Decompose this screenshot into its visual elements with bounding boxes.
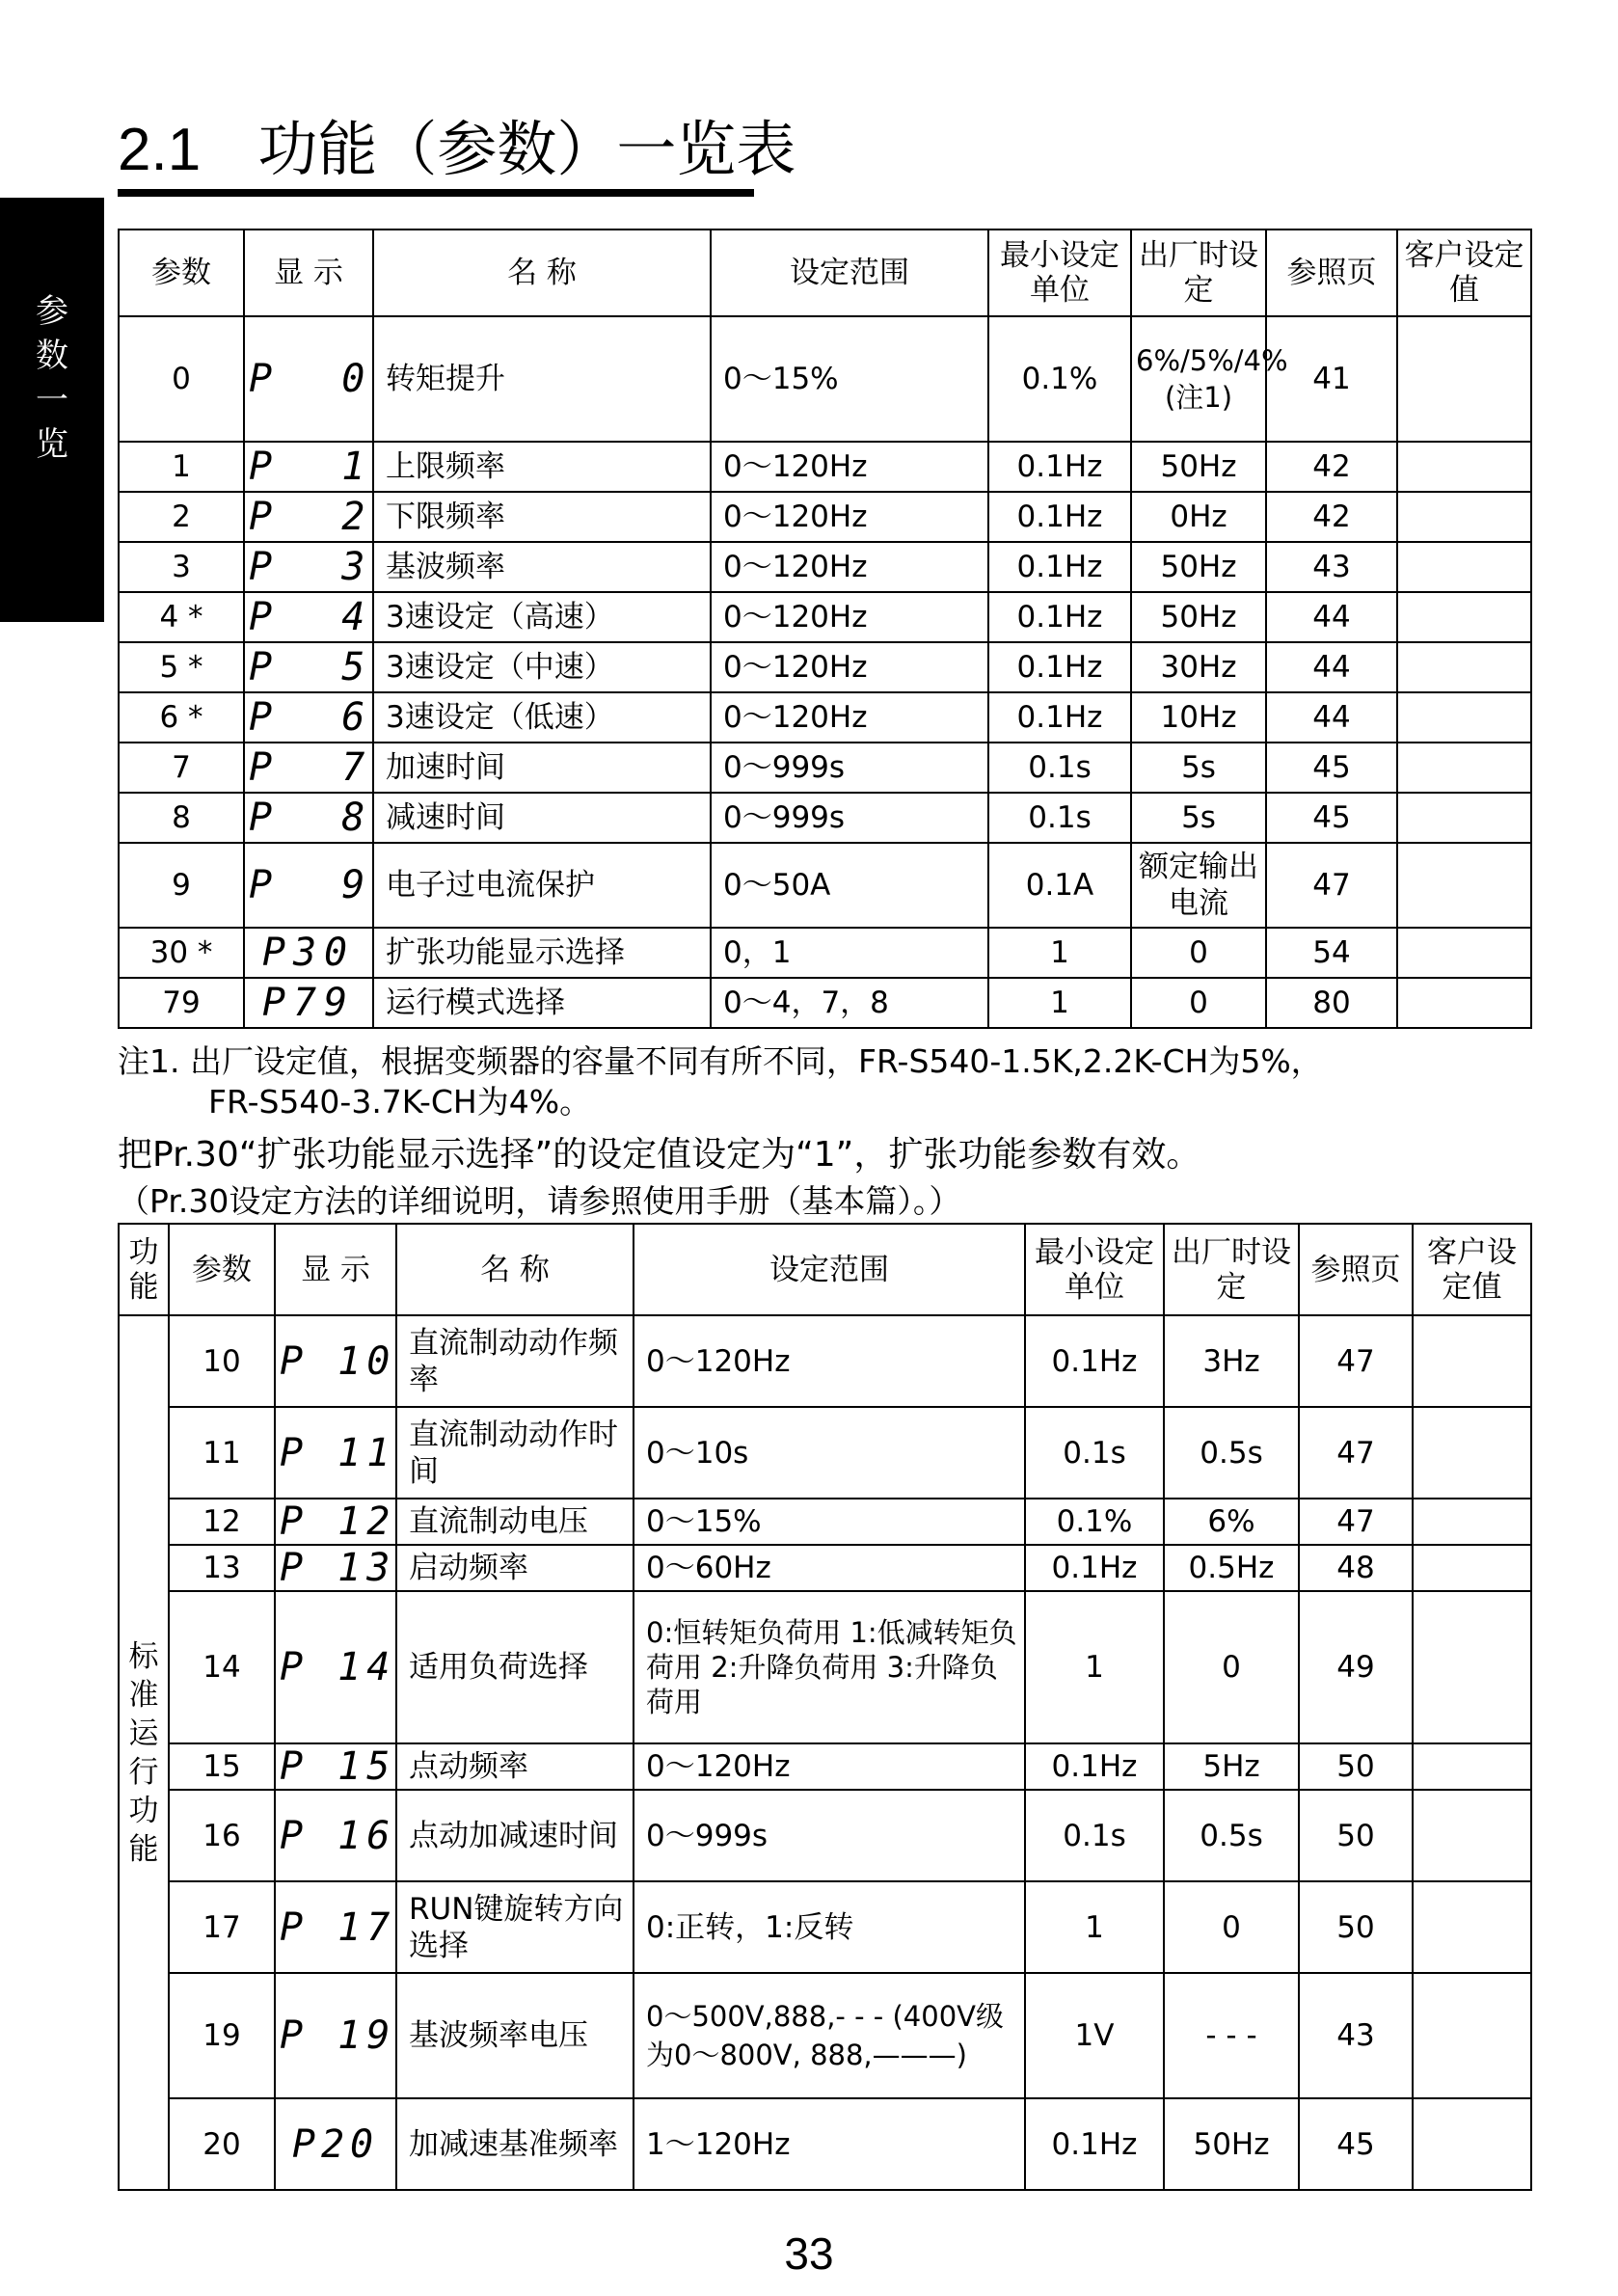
cell-display: P 16 bbox=[275, 1790, 396, 1881]
cell-customer bbox=[1413, 1790, 1531, 1881]
cell-name: 直流制动电压 bbox=[396, 1499, 634, 1545]
cell-display: P 3 bbox=[244, 542, 373, 592]
side-tab bbox=[0, 198, 104, 622]
cell-param: 6 * bbox=[119, 692, 244, 743]
cell-customer bbox=[1397, 492, 1531, 542]
cell-ref-page: 45 bbox=[1299, 2098, 1413, 2190]
cell-range: 0:正转，1:反转 bbox=[634, 1881, 1025, 1973]
cell-min-unit: 0.1Hz bbox=[1025, 1545, 1164, 1591]
cell-range: 0～15% bbox=[711, 316, 988, 442]
cell-range: 0～999s bbox=[634, 1790, 1025, 1881]
cell-min-unit: 0.1s bbox=[988, 793, 1131, 843]
col-header-param: 参数 bbox=[119, 230, 244, 316]
section-number: 2.1 bbox=[118, 117, 202, 183]
cell-name: 上限频率 bbox=[373, 442, 711, 492]
cell-min-unit: 1 bbox=[1025, 1591, 1164, 1743]
table-row bbox=[119, 1499, 1531, 1545]
cell-factory: 6%/5%/4%(注1) bbox=[1131, 316, 1266, 442]
col-header-name: 名 称 bbox=[373, 230, 711, 316]
cell-factory: 50Hz bbox=[1164, 2098, 1299, 2190]
cell-range: 0～10s bbox=[634, 1407, 1025, 1499]
table-row bbox=[119, 692, 1531, 743]
cell-min-unit: 0.1Hz bbox=[988, 692, 1131, 743]
cell-min-unit: 1 bbox=[1025, 1881, 1164, 1973]
cell-range: 0，1 bbox=[711, 928, 988, 978]
cell-range: 0～120Hz bbox=[711, 542, 988, 592]
function-group-text: 标准运行功能 bbox=[128, 1638, 159, 1867]
cell-min-unit: 0.1Hz bbox=[988, 442, 1131, 492]
cell-customer bbox=[1397, 692, 1531, 743]
cell-param: 7 bbox=[119, 743, 244, 793]
cell-range: 1～120Hz bbox=[634, 2098, 1025, 2190]
col-header-display: 显 示 bbox=[244, 230, 373, 316]
table-row bbox=[119, 316, 1531, 442]
cell-param: 10 bbox=[169, 1315, 275, 1407]
cell-name: 减速时间 bbox=[373, 793, 711, 843]
table-row bbox=[119, 1973, 1531, 2098]
cell-customer bbox=[1397, 592, 1531, 642]
cell-param: 79 bbox=[119, 978, 244, 1028]
table-row bbox=[119, 978, 1531, 1028]
cell-customer bbox=[1413, 1499, 1531, 1545]
function-group-label bbox=[119, 1315, 169, 2190]
cell-name: 转矩提升 bbox=[373, 316, 711, 442]
footnote-line-1: 注1. 出厂设定值，根据变频器的容量不同有所不同，FR-S540-1.5K,2.2K-CH为5%， bbox=[118, 1042, 1323, 1080]
cell-min-unit: 0.1Hz bbox=[988, 642, 1131, 692]
cell-display: P30 bbox=[244, 928, 373, 978]
cell-customer bbox=[1413, 1591, 1531, 1743]
cell-name: 点动加减速时间 bbox=[396, 1790, 634, 1881]
footnote-line-2: FR-S540-3.7K-CH为4%。 bbox=[208, 1083, 592, 1121]
table-row bbox=[119, 1743, 1531, 1790]
table-row bbox=[119, 2098, 1531, 2190]
cell-range: 0～15% bbox=[634, 1499, 1025, 1545]
cell-factory: 0 bbox=[1131, 978, 1266, 1028]
cell-ref-page: 54 bbox=[1266, 928, 1397, 978]
table-row bbox=[119, 793, 1531, 843]
cell-ref-page: 41 bbox=[1266, 316, 1397, 442]
section-title: 功能（参数）一览表 bbox=[257, 114, 796, 184]
cell-name: 适用负荷选择 bbox=[396, 1591, 634, 1743]
cell-customer bbox=[1413, 1407, 1531, 1499]
side-tab-label: 参 数 一 览 bbox=[36, 292, 68, 464]
cell-ref-page: 45 bbox=[1266, 743, 1397, 793]
table-row bbox=[119, 592, 1531, 642]
col-header-param: 参数 bbox=[169, 1224, 275, 1315]
cell-factory: 6% bbox=[1164, 1499, 1299, 1545]
parameter-table-basic bbox=[118, 229, 1532, 1029]
cell-ref-page: 47 bbox=[1299, 1407, 1413, 1499]
cell-display: P 6 bbox=[244, 692, 373, 743]
table-row bbox=[119, 1591, 1531, 1743]
col-header-display: 显 示 bbox=[275, 1224, 396, 1315]
cell-display: P 13 bbox=[275, 1545, 396, 1591]
cell-customer bbox=[1397, 442, 1531, 492]
extended-params-note: 把Pr.30“扩张功能显示选择”的设定值设定为“1”，扩张功能参数有效。 bbox=[118, 1135, 1201, 1175]
cell-ref-page: 44 bbox=[1266, 592, 1397, 642]
cell-display: P 10 bbox=[275, 1315, 396, 1407]
cell-name: 3速设定（中速） bbox=[373, 642, 711, 692]
cell-param: 2 bbox=[119, 492, 244, 542]
cell-name: 基波频率 bbox=[373, 542, 711, 592]
cell-customer bbox=[1397, 928, 1531, 978]
cell-name: RUN键旋转方向选择 bbox=[396, 1881, 634, 1973]
cell-display: P 8 bbox=[244, 793, 373, 843]
cell-param: 30 * bbox=[119, 928, 244, 978]
cell-customer bbox=[1397, 743, 1531, 793]
cell-factory: 0.5Hz bbox=[1164, 1545, 1299, 1591]
cell-display: P 17 bbox=[275, 1881, 396, 1973]
cell-min-unit: 0.1% bbox=[988, 316, 1131, 442]
cell-customer bbox=[1413, 1973, 1531, 2098]
cell-factory: 50Hz bbox=[1131, 542, 1266, 592]
cell-ref-page: 43 bbox=[1299, 1973, 1413, 2098]
cell-param: 3 bbox=[119, 542, 244, 592]
cell-min-unit: 0.1s bbox=[988, 743, 1131, 793]
cell-min-unit: 0.1Hz bbox=[1025, 2098, 1164, 2190]
cell-factory: 0 bbox=[1131, 928, 1266, 978]
cell-ref-page: 42 bbox=[1266, 442, 1397, 492]
cell-factory: 30Hz bbox=[1131, 642, 1266, 692]
cell-display: P 19 bbox=[275, 1973, 396, 2098]
cell-ref-page: 50 bbox=[1299, 1743, 1413, 1790]
cell-name: 运行模式选择 bbox=[373, 978, 711, 1028]
cell-range: 0:恒转矩负荷用 1:低减转矩负荷用 2:升降负荷用 3:升降负荷用 bbox=[634, 1591, 1025, 1743]
cell-ref-page: 45 bbox=[1266, 793, 1397, 843]
parameter-table-extended bbox=[118, 1223, 1532, 2191]
cell-factory: 5Hz bbox=[1164, 1743, 1299, 1790]
cell-name: 扩张功能显示选择 bbox=[373, 928, 711, 978]
table-row bbox=[119, 928, 1531, 978]
cell-range: 0～120Hz bbox=[711, 442, 988, 492]
cell-name: 加减速基准频率 bbox=[396, 2098, 634, 2190]
cell-ref-page: 48 bbox=[1299, 1545, 1413, 1591]
cell-display: P 2 bbox=[244, 492, 373, 542]
cell-ref-page: 47 bbox=[1299, 1315, 1413, 1407]
cell-customer bbox=[1413, 1545, 1531, 1591]
cell-min-unit: 0.1Hz bbox=[1025, 1743, 1164, 1790]
col-header-factory: 出厂时设定 bbox=[1164, 1224, 1299, 1315]
cell-customer bbox=[1397, 542, 1531, 592]
cell-factory: 0.5s bbox=[1164, 1407, 1299, 1499]
cell-customer bbox=[1413, 1315, 1531, 1407]
cell-param: 16 bbox=[169, 1790, 275, 1881]
cell-min-unit: 0.1Hz bbox=[1025, 1315, 1164, 1407]
cell-min-unit: 1 bbox=[988, 928, 1131, 978]
table-row bbox=[119, 743, 1531, 793]
cell-display: P 1 bbox=[244, 442, 373, 492]
col-header-min-unit: 最小设定单位 bbox=[1025, 1224, 1164, 1315]
cell-min-unit: 0.1Hz bbox=[988, 592, 1131, 642]
cell-display: P 12 bbox=[275, 1499, 396, 1545]
cell-range: 0～120Hz bbox=[711, 642, 988, 692]
table-row bbox=[119, 1407, 1531, 1499]
cell-customer bbox=[1413, 1743, 1531, 1790]
cell-customer bbox=[1397, 316, 1531, 442]
col-header-min-unit: 最小设定单位 bbox=[988, 230, 1131, 316]
cell-display: P 7 bbox=[244, 743, 373, 793]
cell-customer bbox=[1397, 793, 1531, 843]
table-row bbox=[119, 843, 1531, 928]
col-header-function: 功 能 bbox=[119, 1224, 169, 1315]
cell-name: 直流制动动作时间 bbox=[396, 1407, 634, 1499]
cell-ref-page: 80 bbox=[1266, 978, 1397, 1028]
col-header-customer: 客户设定值 bbox=[1413, 1224, 1531, 1315]
cell-customer bbox=[1397, 843, 1531, 928]
cell-display: P 0 bbox=[244, 316, 373, 442]
cell-ref-page: 43 bbox=[1266, 542, 1397, 592]
cell-ref-page: 47 bbox=[1266, 843, 1397, 928]
cell-param: 17 bbox=[169, 1881, 275, 1973]
cell-range: 0～120Hz bbox=[634, 1315, 1025, 1407]
cell-name: 加速时间 bbox=[373, 743, 711, 793]
cell-range: 0～500V,888,- - - (400V级为0～800V, 888,———) bbox=[634, 1973, 1025, 2098]
cell-param: 1 bbox=[119, 442, 244, 492]
cell-range: 0～120Hz bbox=[634, 1743, 1025, 1790]
cell-range: 0～120Hz bbox=[711, 692, 988, 743]
cell-min-unit: 0.1s bbox=[1025, 1407, 1164, 1499]
cell-display: P79 bbox=[244, 978, 373, 1028]
table-header-row bbox=[119, 1224, 1531, 1315]
cell-range: 0～4，7，8 bbox=[711, 978, 988, 1028]
cell-name: 下限频率 bbox=[373, 492, 711, 542]
cell-display: P20 bbox=[275, 2098, 396, 2190]
cell-customer bbox=[1397, 978, 1531, 1028]
cell-ref-page: 44 bbox=[1266, 642, 1397, 692]
page-number: 33 bbox=[784, 2228, 834, 2279]
cell-name: 3速设定（低速） bbox=[373, 692, 711, 743]
cell-factory: 额定输出电流 bbox=[1131, 843, 1266, 928]
cell-min-unit: 0.1Hz bbox=[988, 542, 1131, 592]
table-row bbox=[119, 1315, 1531, 1407]
cell-customer bbox=[1413, 2098, 1531, 2190]
cell-ref-page: 44 bbox=[1266, 692, 1397, 743]
title-underline bbox=[118, 189, 754, 197]
cell-factory: 5s bbox=[1131, 793, 1266, 843]
cell-range: 0～999s bbox=[711, 793, 988, 843]
cell-name: 电子过电流保护 bbox=[373, 843, 711, 928]
cell-min-unit: 0.1A bbox=[988, 843, 1131, 928]
col-header-ref-page: 参照页 bbox=[1299, 1224, 1413, 1315]
col-header-range: 设定范围 bbox=[711, 230, 988, 316]
table-row bbox=[119, 1790, 1531, 1881]
cell-param: 5 * bbox=[119, 642, 244, 692]
cell-name: 直流制动动作频率 bbox=[396, 1315, 634, 1407]
cell-param: 14 bbox=[169, 1591, 275, 1743]
table-row bbox=[119, 492, 1531, 542]
cell-param: 19 bbox=[169, 1973, 275, 2098]
cell-param: 13 bbox=[169, 1545, 275, 1591]
page-title bbox=[118, 111, 796, 189]
col-header-factory: 出厂时设定 bbox=[1131, 230, 1266, 316]
table-row bbox=[119, 1881, 1531, 1973]
cell-display: P 5 bbox=[244, 642, 373, 692]
cell-ref-page: 50 bbox=[1299, 1790, 1413, 1881]
cell-param: 11 bbox=[169, 1407, 275, 1499]
col-header-name: 名 称 bbox=[396, 1224, 634, 1315]
table-header-row bbox=[119, 230, 1531, 316]
cell-factory: 50Hz bbox=[1131, 592, 1266, 642]
cell-customer bbox=[1413, 1881, 1531, 1973]
cell-name: 3速设定（高速） bbox=[373, 592, 711, 642]
cell-param: 8 bbox=[119, 793, 244, 843]
cell-param: 9 bbox=[119, 843, 244, 928]
cell-factory: 0.5s bbox=[1164, 1790, 1299, 1881]
cell-display: P 4 bbox=[244, 592, 373, 642]
cell-range: 0～120Hz bbox=[711, 592, 988, 642]
cell-name: 基波频率电压 bbox=[396, 1973, 634, 2098]
cell-factory: - - - bbox=[1164, 1973, 1299, 2098]
table-row bbox=[119, 542, 1531, 592]
cell-factory: 0 bbox=[1164, 1881, 1299, 1973]
cell-display: P 15 bbox=[275, 1743, 396, 1790]
cell-param: 20 bbox=[169, 2098, 275, 2190]
cell-name: 点动频率 bbox=[396, 1743, 634, 1790]
cell-range: 0～60Hz bbox=[634, 1545, 1025, 1591]
col-header-ref-page: 参照页 bbox=[1266, 230, 1397, 316]
table-row bbox=[119, 442, 1531, 492]
footnote-1 bbox=[118, 1041, 1323, 1122]
cell-name: 启动频率 bbox=[396, 1545, 634, 1591]
cell-range: 0～120Hz bbox=[711, 492, 988, 542]
cell-ref-page: 47 bbox=[1299, 1499, 1413, 1545]
cell-min-unit: 0.1% bbox=[1025, 1499, 1164, 1545]
cell-min-unit: 1 bbox=[988, 978, 1131, 1028]
cell-factory: 10Hz bbox=[1131, 692, 1266, 743]
cell-param: 4 * bbox=[119, 592, 244, 642]
cell-display: P 14 bbox=[275, 1591, 396, 1743]
cell-factory: 0 bbox=[1164, 1591, 1299, 1743]
cell-display: P 9 bbox=[244, 843, 373, 928]
table-row bbox=[119, 1545, 1531, 1591]
cell-param: 12 bbox=[169, 1499, 275, 1545]
cell-display: P 11 bbox=[275, 1407, 396, 1499]
cell-ref-page: 42 bbox=[1266, 492, 1397, 542]
cell-customer bbox=[1397, 642, 1531, 692]
cell-min-unit: 0.1s bbox=[1025, 1790, 1164, 1881]
setting-method-note: （Pr.30设定方法的详细说明，请参照使用手册（基本篇）。） bbox=[118, 1182, 961, 1220]
cell-range: 0～999s bbox=[711, 743, 988, 793]
cell-factory: 50Hz bbox=[1131, 442, 1266, 492]
col-header-customer: 客户设定值 bbox=[1397, 230, 1531, 316]
cell-factory: 3Hz bbox=[1164, 1315, 1299, 1407]
cell-min-unit: 1V bbox=[1025, 1973, 1164, 2098]
cell-factory: 0Hz bbox=[1131, 492, 1266, 542]
cell-param: 15 bbox=[169, 1743, 275, 1790]
table-row bbox=[119, 642, 1531, 692]
cell-range: 0～50A bbox=[711, 843, 988, 928]
cell-ref-page: 49 bbox=[1299, 1591, 1413, 1743]
cell-min-unit: 0.1Hz bbox=[988, 492, 1131, 542]
cell-param: 0 bbox=[119, 316, 244, 442]
col-header-range: 设定范围 bbox=[634, 1224, 1025, 1315]
cell-ref-page: 50 bbox=[1299, 1881, 1413, 1973]
cell-factory: 5s bbox=[1131, 743, 1266, 793]
